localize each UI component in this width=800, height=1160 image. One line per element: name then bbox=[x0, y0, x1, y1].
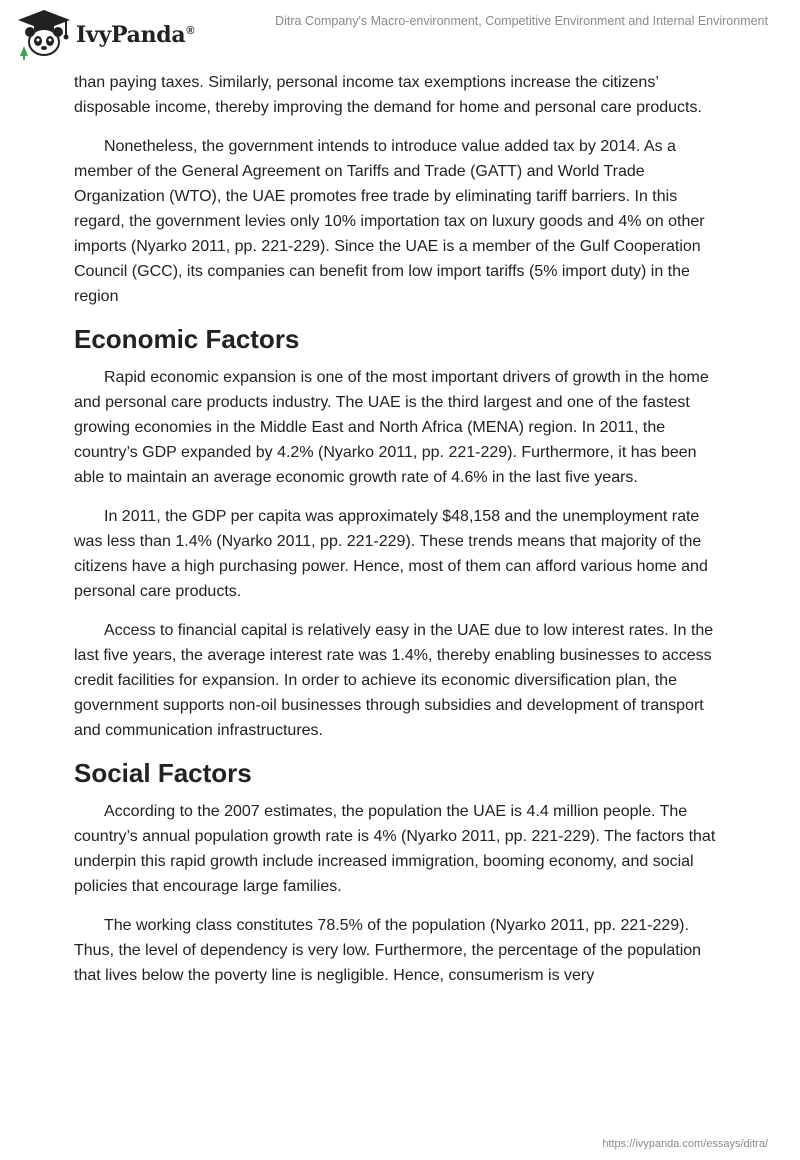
paragraph: Rapid economic expansion is one of the most important drivers of growth in the home and personal care products industry. The UAE is the third largest and one of the fastest growing economies in the Middle East and North Africa (MENA) region. In 2011, the country’s GDP expanded by 4.2% (Nyarko 2011, pp. 221-229). Furthermore, it has been able to maintain an average economic growth rate of 4.6% in the last five years. bbox=[74, 369, 709, 486]
page-header bbox=[0, 0, 800, 70]
section-heading-social-factors: Social Factors bbox=[74, 758, 252, 788]
source-url-link[interactable]: https://ivypanda.com/essays/ditra/ bbox=[602, 1138, 768, 1150]
logo-wordmark: IvyPanda® bbox=[76, 22, 195, 48]
document-title: Ditra Company's Macro-environment, Competitive Environment and Internal Environment bbox=[275, 14, 768, 28]
panda-graduate-icon bbox=[14, 8, 74, 60]
ivypanda-logo[interactable] bbox=[14, 8, 214, 60]
paragraph: In 2011, the GDP per capita was approximately $48,158 and the unemployment rate was less than 1.4% (Nyarko 2011, pp. 221-229). These trends means that majority of the citizens have a high purchasing power. Hence, most of them can afford various home and personal care products. bbox=[74, 508, 708, 600]
paragraph: than paying taxes. Similarly, personal income tax exemptions increase the citizens’ disposable income, thereby improving the demand for home and personal care products. bbox=[74, 74, 702, 116]
article-body bbox=[74, 70, 726, 1002]
paragraph: Nonetheless, the government intends to introduce value added tax by 2014. As a member of the General Agreement on Tariffs and Trade (GATT) and World Trade Organization (WTO), the UAE promotes free trade by eliminating tariff barriers. In this regard, the government levies only 10% importation tax on luxury goods and 4% on other imports (Nyarko 2011, pp. 221-229). Since the UAE is a member of the Gulf Cooperation Council (GCC), its companies can benefit from low import tariffs (5% import duty) in the region bbox=[74, 138, 705, 305]
paragraph: The working class constitutes 78.5% of the population (Nyarko 2011, pp. 221-229). Thus, the level of dependency is very low. Furthermore, the percentage of the population that lives below the poverty line is negligible. Hence, consumerism is very bbox=[74, 917, 702, 984]
paragraph: According to the 2007 estimates, the population the UAE is 4.4 million people. The country’s annual population growth rate is 4% (Nyarko 2011, pp. 221-229). The factors that underpin this rapid growth include increased immigration, booming economy, and social policies that encourage large families. bbox=[74, 803, 716, 895]
paragraph: Access to financial capital is relatively easy in the UAE due to low interest rates. In the last five years, the average interest rate was 1.4%, thereby enabling businesses to access credit facilities for expansion. In order to achieve its economic diversification plan, the government supports non-oil businesses through subsidies and development of transport and communication infrastructures. bbox=[74, 622, 714, 739]
section-heading-economic-factors: Economic Factors bbox=[74, 324, 300, 354]
